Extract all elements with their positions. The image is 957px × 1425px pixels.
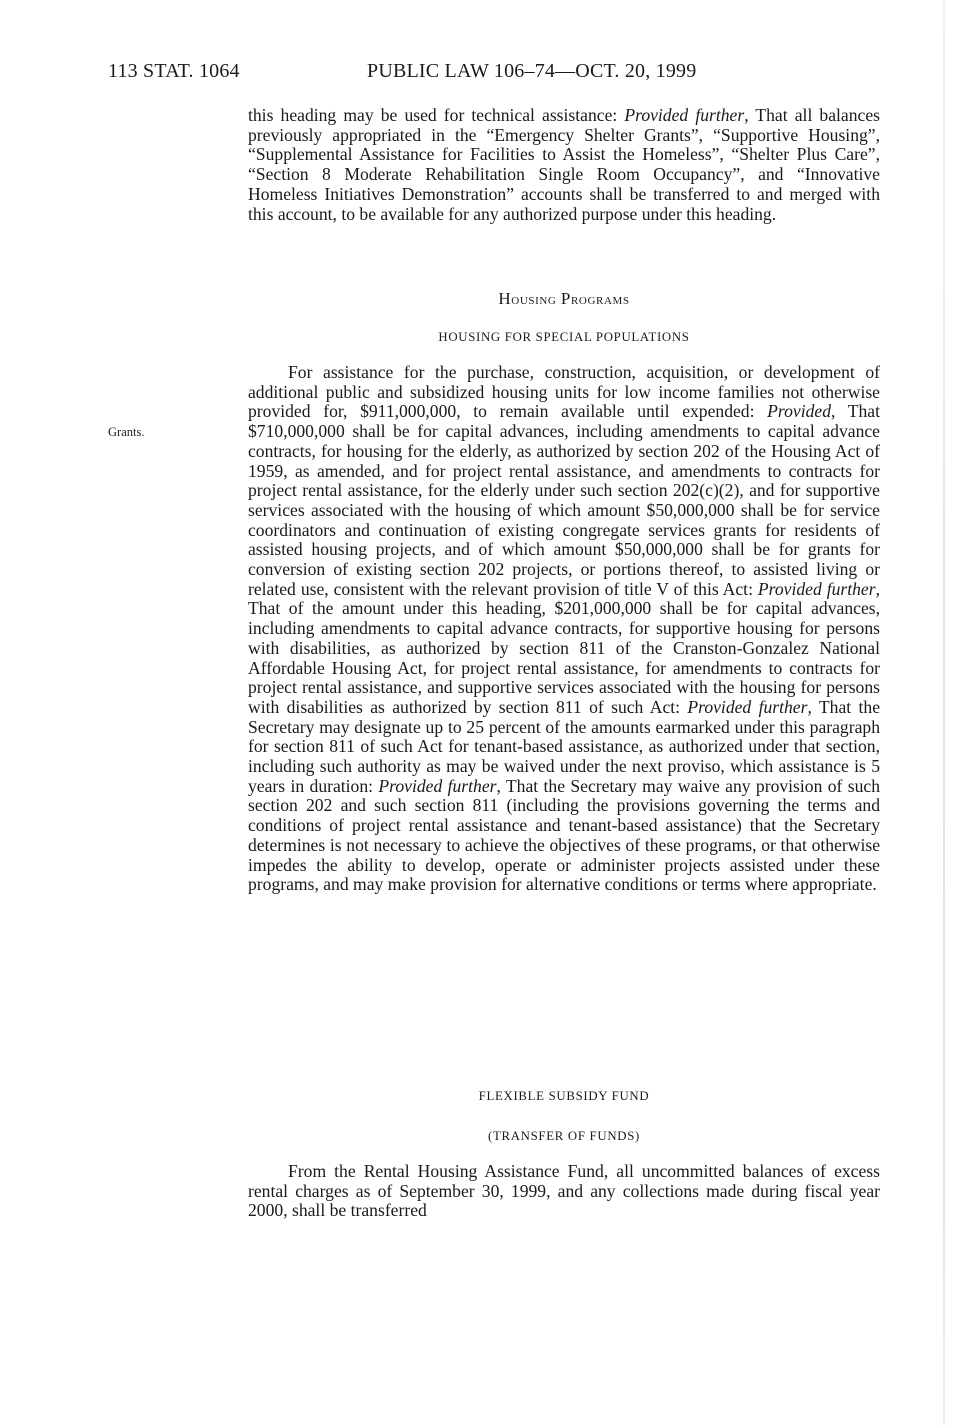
text-run: , That of the amount under this heading, $201,000,000 shall be for capital advances, including amendments to capital advance contracts, for supportive housing for persons with disabilities, as authorized by section 811 of the Cranston-Gonzalez National Affordable Housing Act, for project rental assistance, for amendments to contracts for project rental assistance, and supportive services associated with the housing for persons with disabilities as authorized by section 811 of such Act: <box>248 578 880 717</box>
subheading-transfer-of-funds: (TRANSFER OF FUNDS) <box>488 1129 640 1143</box>
subheading-housing-for-special-populations: HOUSING FOR SPECIAL POPULATIONS <box>438 330 690 344</box>
text-run: , That the Secretary may designate up to 25 percent of the amounts earmarked under this paragraph for section 811 of such Act for tenant-based assistance, as authorized under that section, including such authority as may be waived under the next proviso, which assistance is 5 years in duration: <box>248 696 880 796</box>
subheading-flexible-subsidy-fund: FLEXIBLE SUBSIDY FUND <box>478 1089 650 1103</box>
paragraph-text: From the Rental Housing Assistance Fund, all uncommitted balances of excess rental charges as of September 30, 1999, and any collections made during fiscal year 2000, shall be transferred <box>248 1161 880 1221</box>
running-header <box>108 60 888 84</box>
provided-further-italic: Provided further <box>687 696 808 717</box>
section-heading-housing-programs <box>248 289 880 309</box>
paragraph-special-populations <box>248 363 880 895</box>
statute-page-number: 113 STAT. 1064 <box>108 60 240 82</box>
heading-initial: H <box>498 289 512 308</box>
text-run: this heading may be used for technical assistance: <box>248 105 625 125</box>
heading-initial: P <box>560 289 571 308</box>
provided-further-italic: Provided further <box>378 775 497 796</box>
paragraph-homeless-assistance-continuation <box>248 106 880 224</box>
scan-edge-shadow <box>943 0 945 1425</box>
provided-italic: Provided <box>767 401 831 422</box>
provided-further-italic: Provided further <box>757 578 876 599</box>
paragraph-text <box>248 363 880 895</box>
provided-further-italic: Provided further <box>624 105 745 125</box>
text-run: , That the Secretary may waive any provision of such section 202 and such section 811 (including the provisions governing the terms and conditions of project rental assistance and tenant-based assistance) that the Secretary determines is not necessary to achieve the objectives of these programs, or that otherwise impedes the ability to develop, operate or administer projects assisted under these programs, and may make provision for alternative conditions or terms where appropriate. <box>248 775 881 895</box>
margin-note-grants: Grants. <box>108 425 145 439</box>
text-run: , That $710,000,000 shall be for capital advances, including amendments to capital advance contracts, for housing for the elderly, as authorized by section 202 of the Housing Act of 1959, as amended, and for project rental assistance, and amendments to contracts for project rental assistance, for the elderly under such section 202(c)(2), and for supportive services associated with the housing of which amount $50,000,000 shall be for service coordinators and continuation of existing congregate services grants for residents of assisted housing projects, and of which amount $50,000,000 shall be for grants for conversion of existing section 202 projects, or portions thereof, to assisted living or related use, consistent with the relevant provision of title V of this Act: <box>248 401 880 599</box>
text-run: , That all balances previously appropriated in the “Emergency Shelter Grants”, “Supportive Housing”, “Supplemental Assistance for Facilities to Assist the Homeless”, “Shelter Plus Care”, “Section 8 Moderate Rehabilitation Single Room Occupancy”, and “Innovative Homeless Initiatives Demonstration” accounts shall be transferred to and merged with this account, to be available for any authorized purpose under this heading. <box>248 105 880 224</box>
text-run: For assistance for the purchase, construction, acquisition, or development of additional public and subsidized housing units for low income families not otherwise provided for, $911,000,000, to remain available until expended: <box>248 362 880 422</box>
paragraph-text <box>248 106 880 224</box>
paragraph-flexible-subsidy <box>248 1162 880 1221</box>
public-law-citation: PUBLIC LAW 106–74—OCT. 20, 1999 <box>367 60 697 82</box>
heading-text: ousing <box>511 291 561 308</box>
heading-text: rograms <box>570 291 630 308</box>
